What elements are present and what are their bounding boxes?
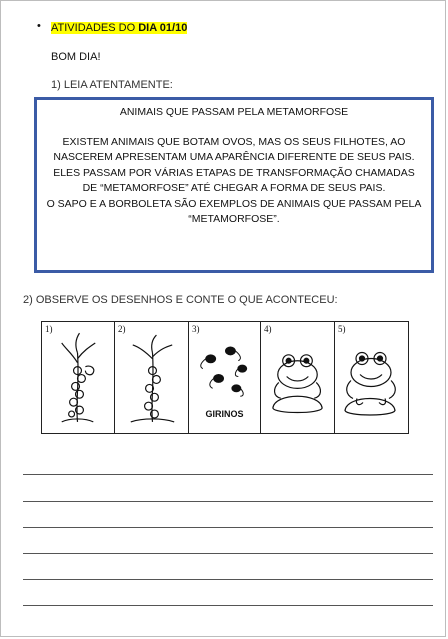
panel-number: 1)	[45, 324, 53, 334]
eggs-on-plant-icon	[42, 322, 114, 433]
strip-panel-5	[335, 322, 407, 433]
tadpoles-caption: GIRINOS	[205, 409, 244, 419]
panel-number: 5)	[338, 324, 346, 334]
strip-panel-4	[261, 322, 335, 433]
bullet: •	[37, 20, 41, 32]
activity-prefix: ATIVIDADES DO	[51, 22, 139, 34]
frog-on-rock-icon	[335, 322, 407, 433]
frog-on-rock-icon	[261, 322, 334, 433]
question-1: 1) LEIA ATENTAMENTE:	[51, 79, 173, 91]
answer-line[interactable]	[23, 474, 433, 475]
activity-date: DIA 01/10	[138, 22, 188, 34]
text-paragraph: EXISTEM ANIMAIS QUE BOTAM OVOS, MAS OS SEUS FILHOTES, AO NASCEREM APRESENTAM UMA APARÊNCIA DIFERENTE DE SEUS PAIS.	[53, 135, 415, 163]
strip-panel-3	[189, 322, 261, 433]
eggs-on-plant-icon	[115, 322, 188, 433]
panel-number: 4)	[264, 324, 272, 334]
text-paragraph: O SAPO E A BORBOLETA SÃO EXEMPLOS DE ANIMAIS QUE PASSAM PELA “METAMORFOSE”.	[46, 197, 422, 225]
panel-number: 3)	[192, 324, 200, 334]
greeting: BOM DIA!	[51, 51, 101, 63]
activity-title	[51, 21, 187, 35]
answer-line[interactable]	[23, 501, 433, 502]
text-paragraph: ELES PASSAM POR VÁRIAS ETAPAS DE TRANSFORMAÇÃO CHAMADAS DE “METAMORFOSE” ATÉ CHEGAR A FORMA DE SEUS PAIS.	[53, 166, 415, 194]
strip-panel-1	[42, 322, 115, 433]
strip-panel-2	[115, 322, 189, 433]
answer-line[interactable]	[23, 527, 433, 528]
panel-number: 2)	[118, 324, 126, 334]
answer-line[interactable]	[23, 579, 433, 580]
question-2: 2) OBSERVE OS DESENHOS E CONTE O QUE ACONTECEU:	[23, 294, 338, 306]
metamorphosis-strip	[41, 321, 409, 434]
answer-line[interactable]	[23, 553, 433, 554]
answer-line[interactable]	[23, 605, 433, 606]
text-box-title: ANIMAIS QUE PASSAM PELA METAMORFOSE	[119, 106, 349, 118]
reading-text-box	[34, 97, 434, 273]
